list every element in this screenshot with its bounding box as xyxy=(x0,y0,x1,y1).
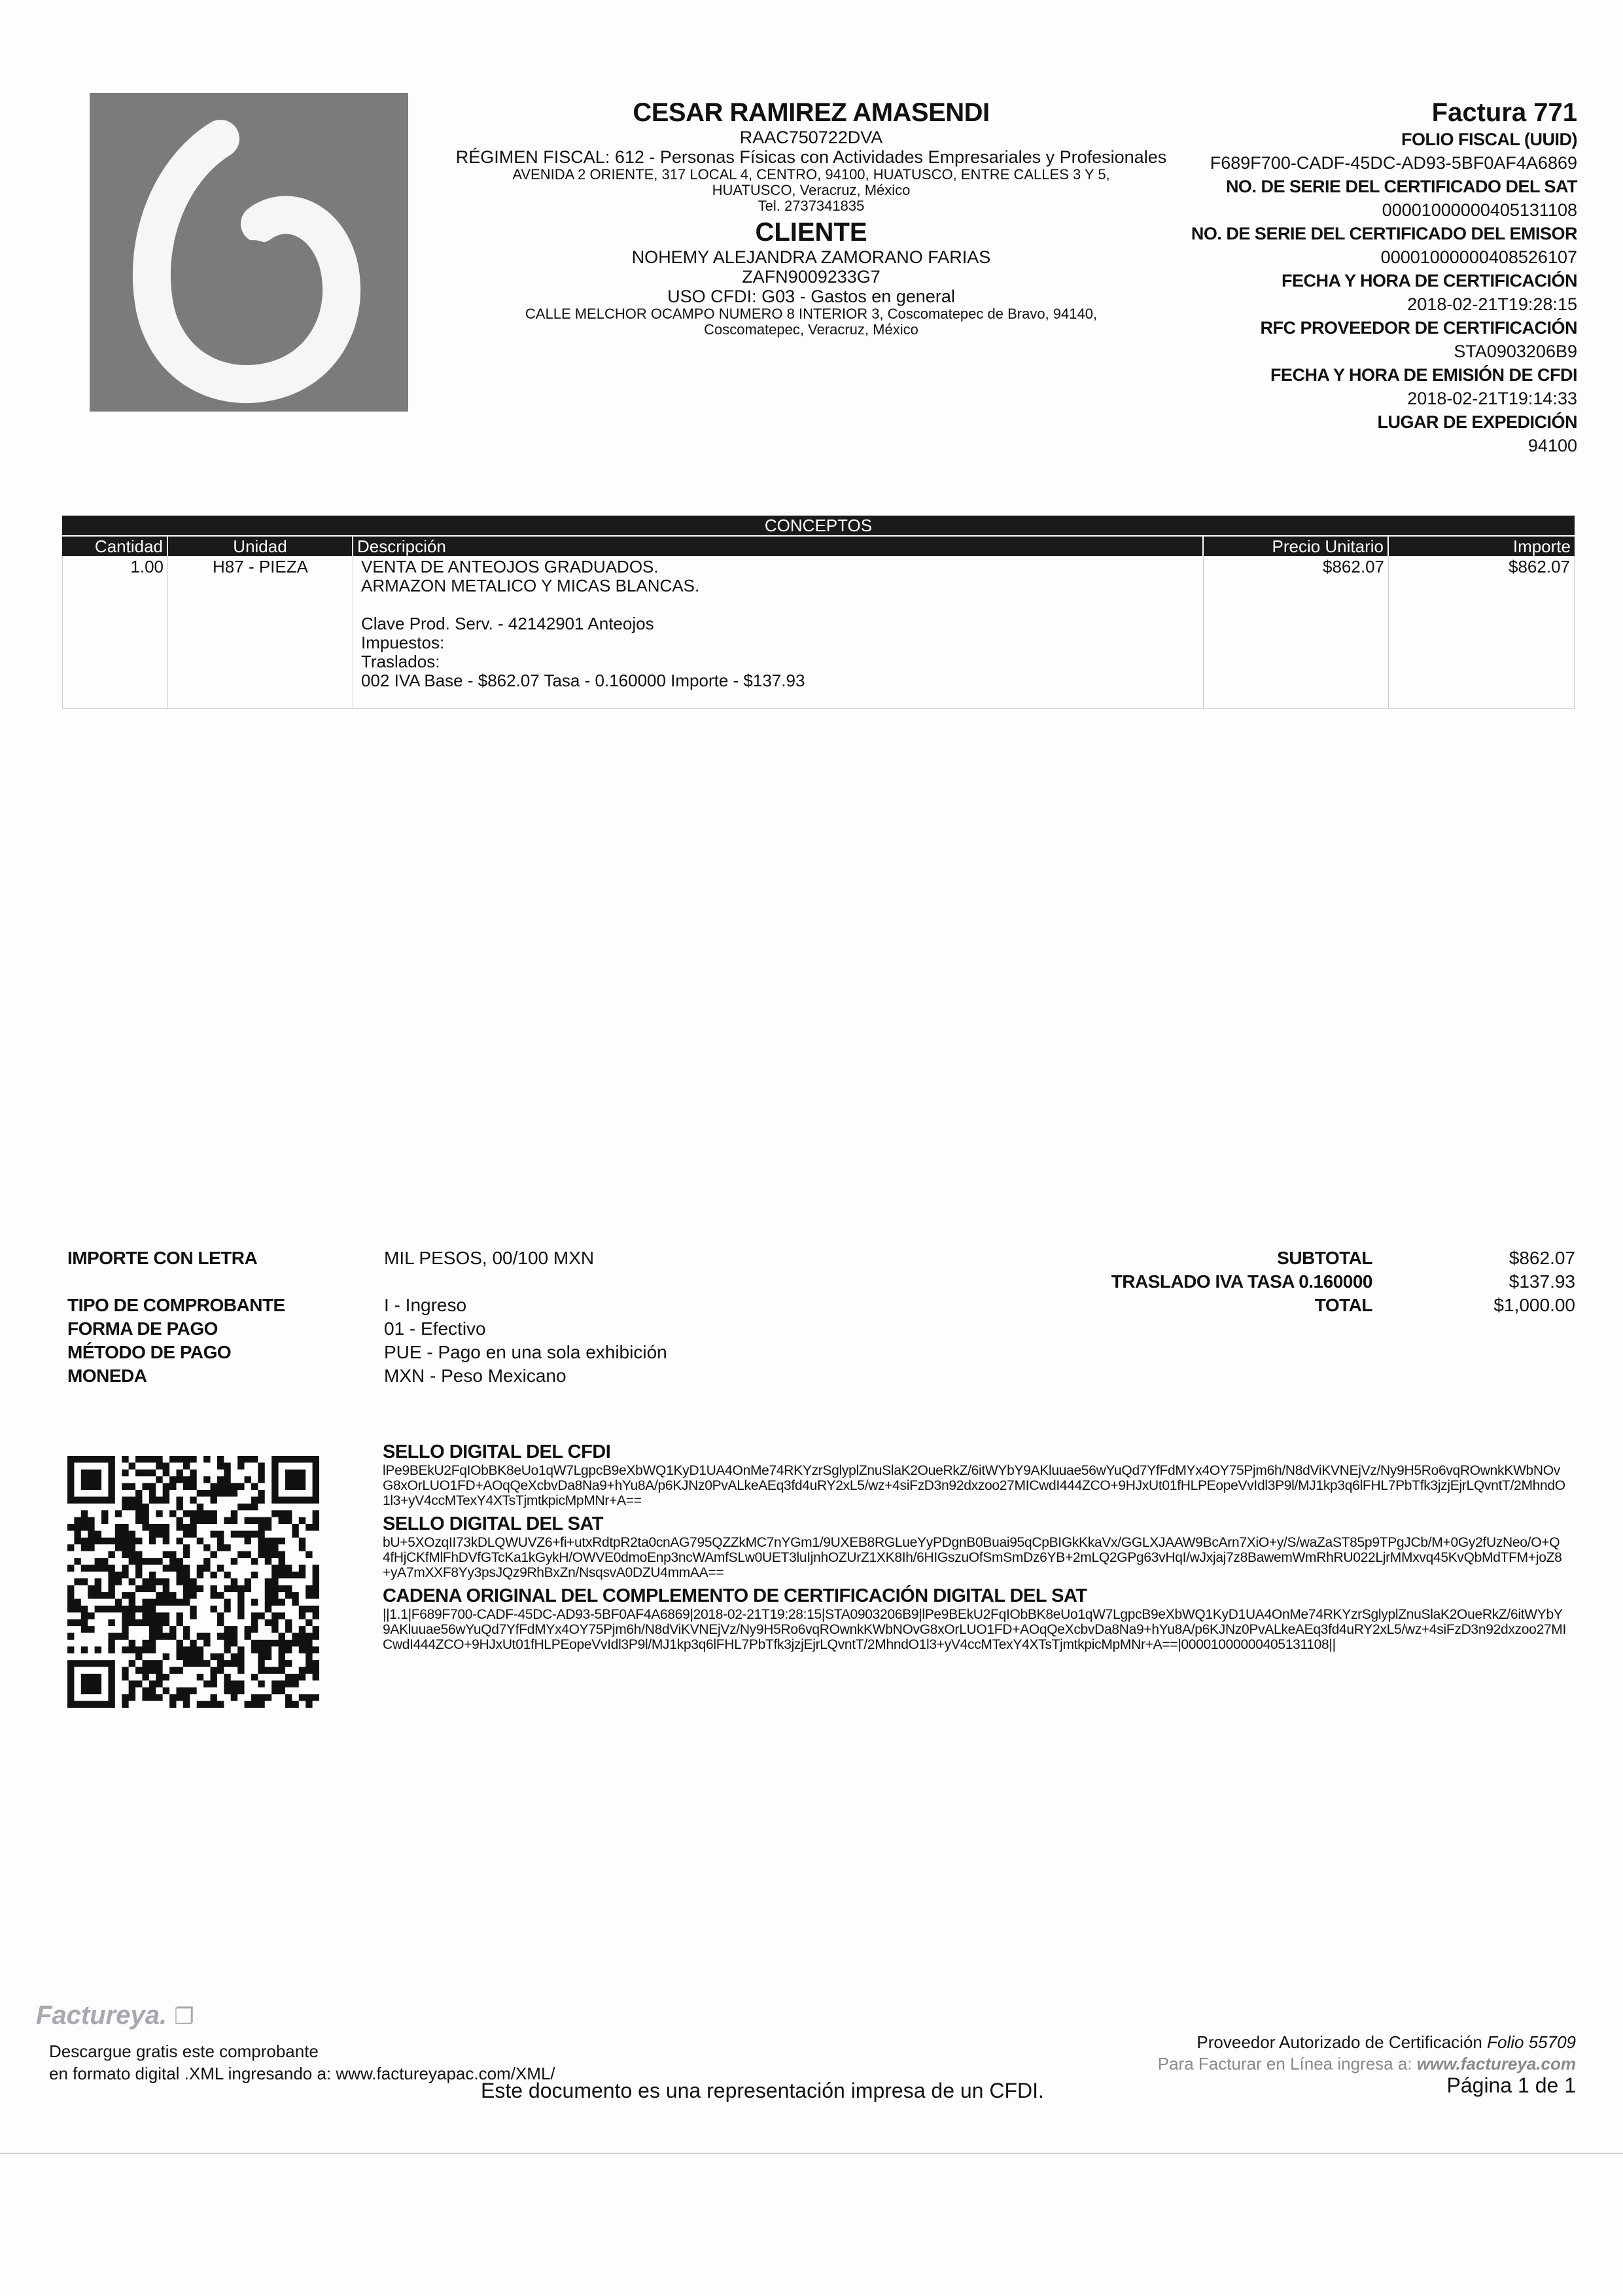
folio-value: F689F700-CADF-45DC-AD93-5BF0AF4A6869 xyxy=(1210,153,1577,173)
qr-code-icon xyxy=(67,1456,319,1708)
descarga-line-2: en formato digital .XML ingresando a: www.factureyapac.com/XML/ xyxy=(49,2064,555,2083)
tipo-value: I - Ingreso xyxy=(384,1295,467,1315)
sellos-block xyxy=(383,1436,1567,1652)
subtotal-label: SUBTOTAL xyxy=(1277,1248,1372,1268)
row-unidad: H87 - PIEZA xyxy=(168,556,353,708)
emisor-tel: Tel. 2737341835 xyxy=(758,198,865,214)
moneda-value: MXN - Peso Mexicano xyxy=(384,1366,567,1386)
resumen-totals xyxy=(1047,1246,1575,1317)
header-unidad: Unidad xyxy=(168,537,353,556)
lugar-value: 94100 xyxy=(1527,436,1577,455)
total-value: $1,000.00 xyxy=(1493,1295,1575,1315)
lugar-label: LUGAR DE EXPEDICIÓN xyxy=(1377,412,1577,432)
footer-proveedor xyxy=(1158,2032,1576,2096)
forma-value: 01 - Efectivo xyxy=(384,1318,486,1339)
cliente-uso-cfdi: USO CFDI: G03 - Gastos en general xyxy=(667,287,955,306)
iva-label: TRASLADO IVA TASA 0.160000 xyxy=(1111,1271,1372,1292)
resumen-left xyxy=(67,1246,754,1388)
forma-label: FORMA DE PAGO xyxy=(67,1318,218,1339)
conceptos-table xyxy=(62,516,1575,709)
cliente-name: NOHEMY ALEJANDRA ZAMORANO FARIAS xyxy=(631,247,991,267)
sello-cfdi-value: lPe9BEkU2FqIObBK8eUo1qW7LgpcB9eXbWQ1KyD1UA4OnMe74RKYzrSglyplZnuSlaK2OueRkZ/6itWYbY9AKluuae56wYuQd7YfFdMYx4OY75Pjm6h/N8dViKVNEjVz/Ny9H5Ro6vqROwnkKWbNOvG8xOrLUO1FD+AOqQeXcbvDa8Na9+hYu8A/p6KJNz0PvALkeAEq3fd4uRY2xL5/wz+4siFzD3n92dxzoo27MICwdI444ZCO+9HJxUt01fHLPEopeVvIdl3P9l/MJ1kp3q6lFHL7PbTfk3jzjEjrLQvntT/2MhndO1l3+yV4ccMTexY4XTsTjmtkpicMpMNr+A== xyxy=(383,1463,1565,1508)
emision-value: 2018-02-21T19:14:33 xyxy=(1407,389,1577,408)
brand-text: Factureya. xyxy=(36,2001,167,2030)
metodo-value: PUE - Pago en una sola exhibición xyxy=(384,1342,667,1362)
emision-label: FECHA Y HORA DE EMISIÓN DE CFDI xyxy=(1270,365,1577,385)
clave-prod: Clave Prod. Serv. - 42142901 Anteojos xyxy=(361,614,654,633)
row-cantidad: 1.00 xyxy=(62,556,168,708)
facturar-text: Para Facturar en Línea ingresa a: xyxy=(1157,2054,1412,2074)
qr-code xyxy=(67,1456,319,1708)
serie-emisor-label: NO. DE SERIE DEL CERTIFICADO DEL EMISOR xyxy=(1191,224,1577,243)
rfc-proveedor-value: STA0903206B9 xyxy=(1454,342,1577,361)
serie-emisor-value: 00001000000408526107 xyxy=(1380,247,1577,267)
factureya-logo xyxy=(36,2001,194,2030)
importe-letra-label: IMPORTE CON LETRA xyxy=(67,1248,258,1268)
serie-sat-label: NO. DE SERIE DEL CERTIFICADO DEL SAT xyxy=(1225,177,1577,196)
impuestos-label: Impuestos: xyxy=(361,633,445,652)
footer-divider xyxy=(0,2153,1623,2154)
document-icon: ❐ xyxy=(174,2004,194,2029)
descarga-line-1: Descargue gratis este comprobante xyxy=(49,2041,319,2061)
metodo-label: MÉTODO DE PAGO xyxy=(67,1342,232,1362)
cliente-rfc: ZAFN9009233G7 xyxy=(742,267,881,287)
iva-value: $137.93 xyxy=(1509,1271,1575,1292)
folio-label: FOLIO FISCAL (UUID) xyxy=(1401,130,1577,149)
representacion-text: Este documento es una representación impresa de un CFDI. xyxy=(481,2079,1044,2102)
serie-sat-value: 00001000000405131108 xyxy=(1382,200,1577,220)
row-precio: $862.07 xyxy=(1204,556,1389,708)
traslados-label: Traslados: xyxy=(361,652,440,671)
conceptos-title: CONCEPTOS xyxy=(62,516,1575,535)
factura-title: Factura 771 xyxy=(1431,98,1577,127)
sello-cfdi-label: SELLO DIGITAL DEL CFDI xyxy=(383,1441,611,1462)
subtotal-value: $862.07 xyxy=(1509,1248,1575,1268)
logo xyxy=(90,93,408,412)
header-cantidad: Cantidad xyxy=(62,537,168,556)
importe-letra-value: MIL PESOS, 00/100 MXN xyxy=(384,1248,595,1268)
tipo-label: TIPO DE COMPROBANTE xyxy=(67,1295,285,1315)
sello-sat-label: SELLO DIGITAL DEL SAT xyxy=(383,1513,603,1534)
header-importe: Importe xyxy=(1512,537,1571,556)
factura-metadata xyxy=(1080,98,1577,457)
cadena-value: ||1.1|F689F700-CADF-45DC-AD93-5BF0AF4A6869|2018-02-21T19:28:15|STA0903206B9|lPe9BEkU2FqIObBK8eUo1qW7LgpcB9eXbWQ1KyD1UA4OnMe74RKYzrSglyplZnuSlaK2OueRkZ/6itWYbY9AKluuae56wYuQd7YfFdMYx4OY75Pjm6h/N8dViKVNEjVz/Ny9H5Ro6vqROwnkKWbNOvG8xOrLUO1FD+AOqQeXcbvDa8Na9+hYu8A/p6KJNz0PvALkeAEq3fd4uRY2xL5/wz+4siFzD3n92dxzoo27MICwdI444ZCO+9HJxUt01fHLPEopeVvIdl3P9l/MJ1kp3q6lFHL7PbTfk3jzjEjrLQvntT/2MhndO1l3+yV4ccMTexY4XTsTjmtkpicMpMNr+A==|00001000000405131108|| xyxy=(383,1607,1566,1652)
row-descripcion xyxy=(353,556,1204,708)
cliente-heading: CLIENTE xyxy=(755,218,867,247)
iva-detail: 002 IVA Base - $862.07 Tasa - 0.160000 Importe - $137.93 xyxy=(361,671,805,690)
footer-descarga xyxy=(49,2040,555,2085)
moneda-label: MONEDA xyxy=(67,1366,147,1386)
emisor-regimen: RÉGIMEN FISCAL: 612 - Personas Físicas con Actividades Empresariales y Profesionales xyxy=(455,147,1167,167)
folio-text: Folio 55709 xyxy=(1487,2032,1576,2052)
header-descripcion: Descripción xyxy=(353,537,1204,556)
emisor-name: CESAR RAMIREZ AMASENDI xyxy=(633,98,990,127)
row-importe: $862.07 xyxy=(1389,556,1575,708)
certificacion-value: 2018-02-21T19:28:15 xyxy=(1407,294,1577,314)
emisor-rfc: RAAC750722DVA xyxy=(739,128,883,147)
table-row xyxy=(62,556,1575,709)
cliente-address: CALLE MELCHOR OCAMPO NUMERO 8 INTERIOR 3, Coscomatepec de Bravo, 94140, Coscomatepec, Veracruz, México xyxy=(525,306,1098,338)
desc-line-1: VENTA DE ANTEOJOS GRADUADOS. xyxy=(361,557,659,576)
facturar-link[interactable]: www.factureya.com xyxy=(1416,2054,1576,2074)
logo-ring-icon xyxy=(90,93,408,412)
desc-line-2: ARMAZON METALICO Y MICAS BLANCAS. xyxy=(361,576,700,595)
sello-sat-value: bU+5XOzqII73kDLQWUVZ6+fi+utxRdtpR2ta0cnAG795QZZkMC7nYGm1/9UXEB8RGLueYyPDgnB0Buai95qCpBIGkKkaVx/GGLXJAAW9BcArn7XiO+y/S/waZaST85p9TPgJCb/M+0Gy2fUzNeo/O+Q4fHjCKfMlFhDVfGTcKa1kGykH/OWVE0dmoEnp3ncWAmfSLw0UET3luIjnhOZUrZ1XK8Ih/6HIGszuOfSmSmDz6YB+2mLQ2GPg63vHqI/wJxjaj7z8BawemWmRhRU022LjrMMxvq45KvQbMdTFM+joZ8+yA7mXXF8Yy3psJQz9RhBxZn/NsqsvA0DZU4mmAA== xyxy=(383,1535,1562,1580)
rfc-proveedor-label: RFC PROVEEDOR DE CERTIFICACIÓN xyxy=(1260,318,1577,338)
certificacion-label: FECHA Y HORA DE CERTIFICACIÓN xyxy=(1281,271,1577,291)
pagina-number: Página 1 de 1 xyxy=(1446,2074,1576,2097)
total-label: TOTAL xyxy=(1314,1295,1372,1315)
cadena-label: CADENA ORIGINAL DEL COMPLEMENTO DE CERTIFICACIÓN DIGITAL DEL SAT xyxy=(383,1585,1087,1606)
proveedor-text: Proveedor Autorizado de Certificación xyxy=(1196,2032,1482,2052)
header-precio-unitario: Precio Unitario xyxy=(1204,537,1389,556)
conceptos-header-row xyxy=(62,535,1575,556)
emisor-address: AVENIDA 2 ORIENTE, 317 LOCAL 4, CENTRO, 94100, HUATUSCO, ENTRE CALLES 3 Y 5, HUATUSCO, Veracruz, México xyxy=(512,166,1110,198)
